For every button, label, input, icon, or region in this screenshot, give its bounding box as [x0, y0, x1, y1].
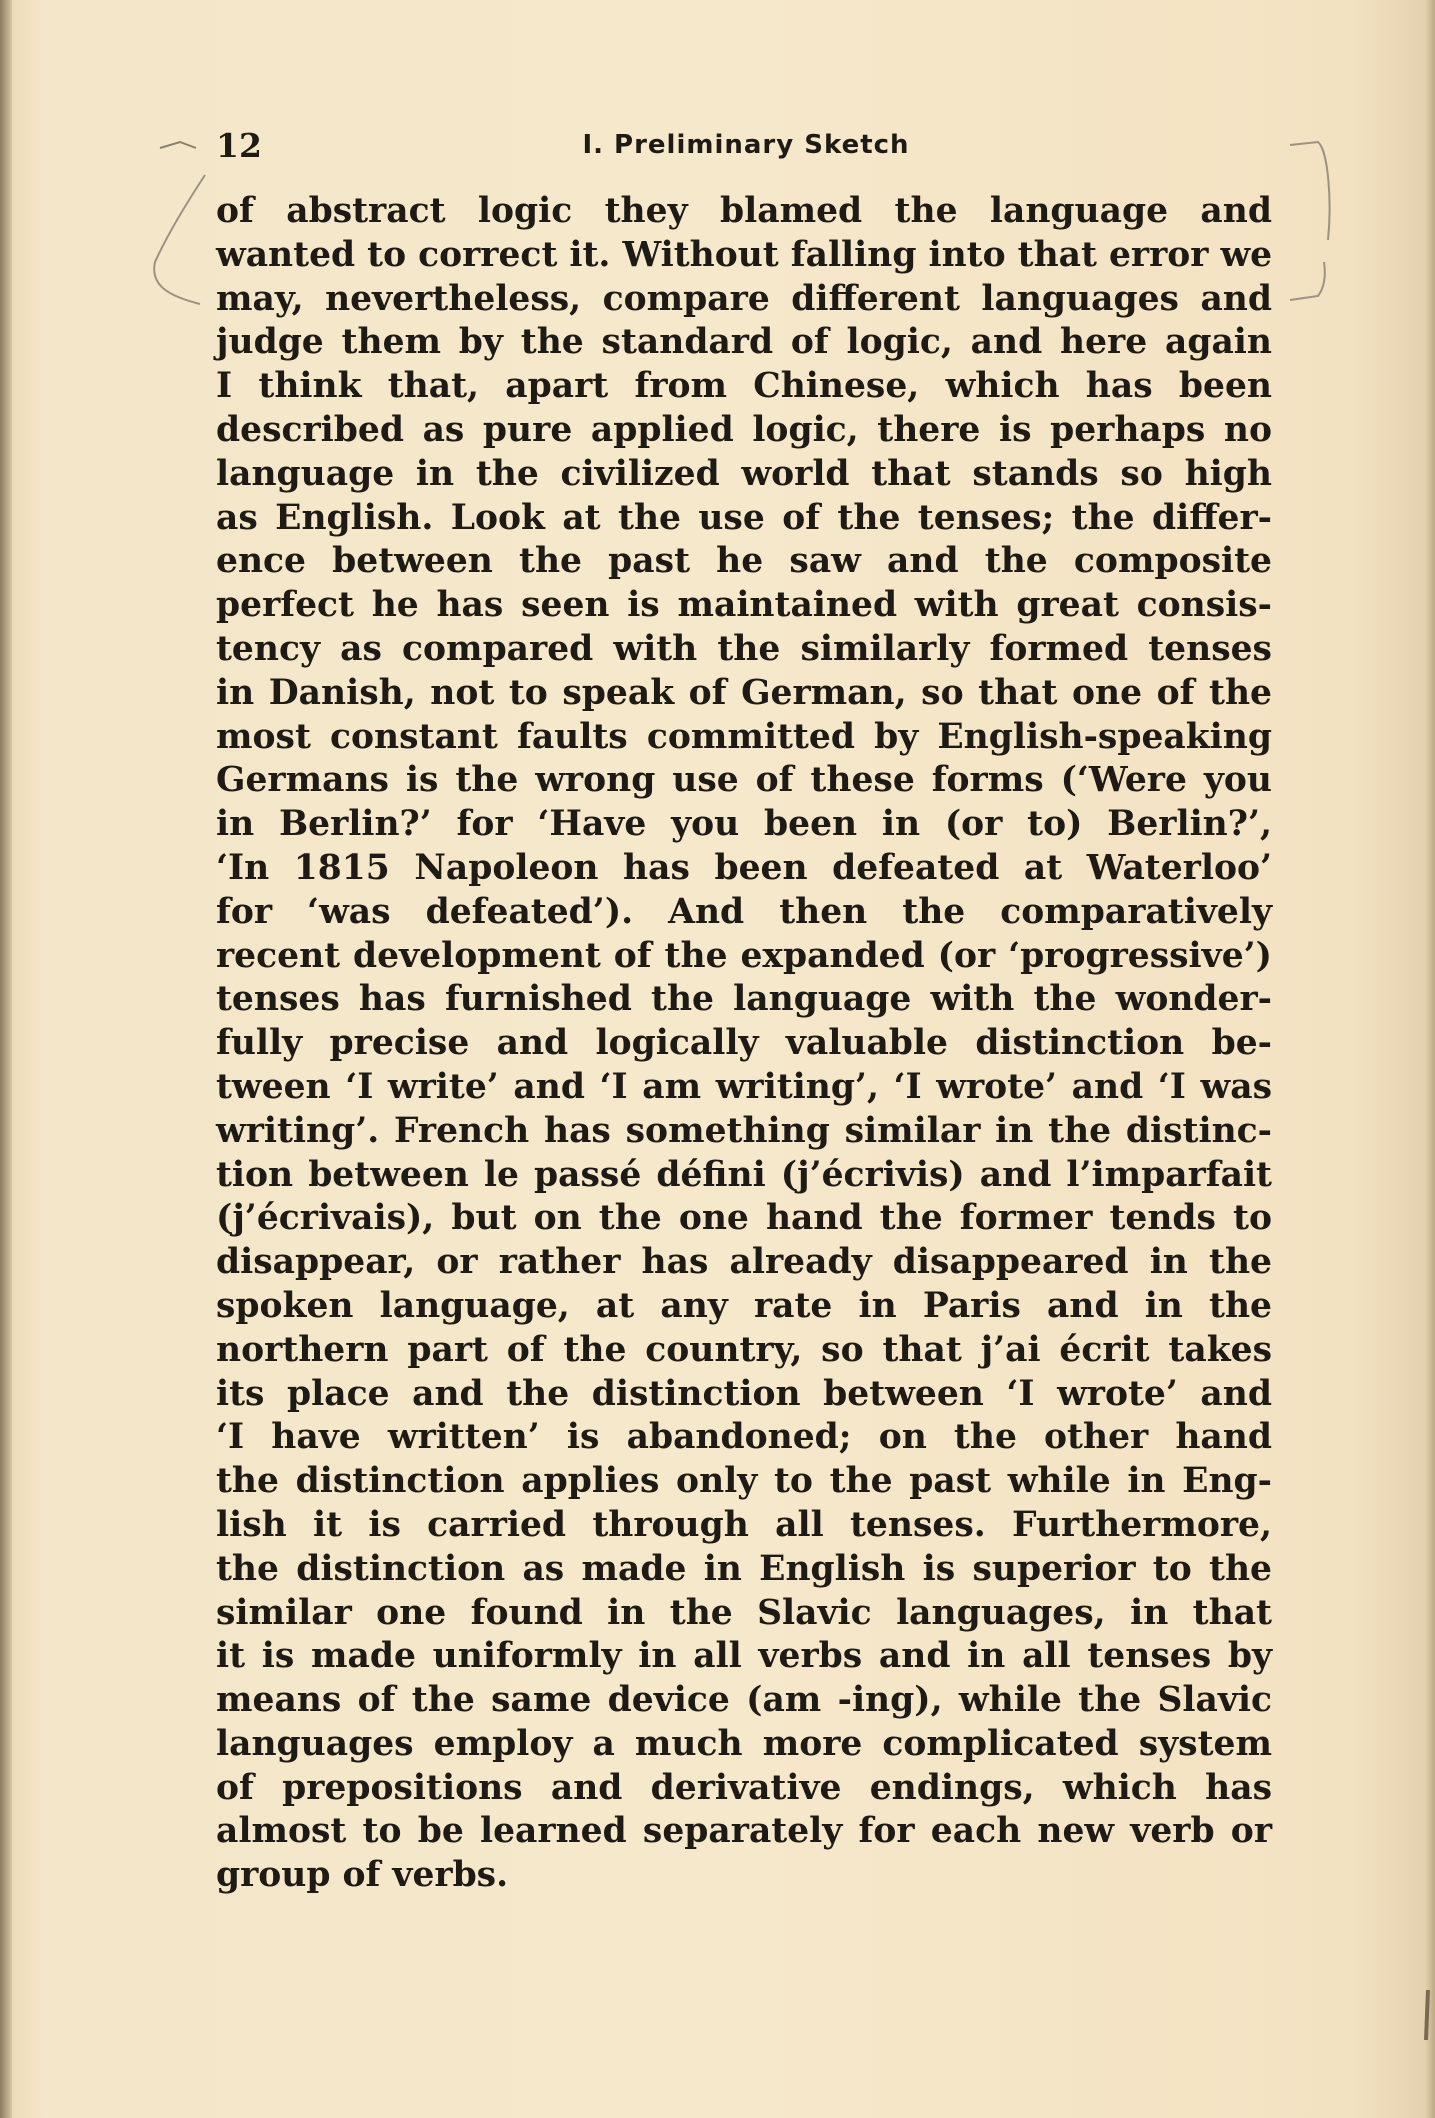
text-line: in Danish, not to speak of German, so that one of the	[216, 672, 1272, 713]
page-number: 12	[216, 126, 262, 165]
text-line: judge them by the standard of logic, and here again	[216, 322, 1272, 363]
text-line: disappear, or rather has already disappeared in the	[216, 1242, 1272, 1283]
text-line: spoken language, at any rate in Paris and in the	[216, 1285, 1272, 1326]
text-line: (j’écrivais), but on the one hand the former tends to	[216, 1198, 1272, 1239]
text-line: language in the civilized world that stands so high	[216, 453, 1272, 494]
text-line: as English. Look at the use of the tenses; the differ-	[216, 497, 1272, 538]
text-line: writing’. French has something similar in the distinc-	[216, 1110, 1272, 1151]
page-left-edge	[0, 0, 12, 2118]
text-line: described as pure applied logic, there is perhaps no	[216, 409, 1272, 450]
text-line: of abstract logic they blamed the language and	[216, 191, 1272, 231]
text-line: tion between le passé défini (j’écrivis) and l’imparfait	[216, 1154, 1272, 1195]
text-line: most constant faults committed by English-speaking	[216, 716, 1272, 757]
text-line: Germans is the wrong use of these forms (‘Were you	[216, 760, 1272, 801]
text-line: it is made uniformly in all verbs and in all tenses by	[216, 1636, 1272, 1677]
text-line: similar one found in the Slavic languages, in that	[216, 1592, 1272, 1633]
text-line: tween ‘I write’ and ‘I am writing’, ‘I wrote’ and ‘I was	[216, 1066, 1272, 1107]
text-line: ‘In 1815 Napoleon has been defeated at Waterloo’	[216, 847, 1272, 888]
text-line: ‘I have written’ is abandoned; on the other hand	[216, 1417, 1272, 1458]
text-line: the distinction applies only to the past while in Eng-	[216, 1461, 1272, 1502]
running-head: I. Preliminary Sketch	[582, 130, 910, 160]
text-line: in Berlin?’ for ‘Have you been in (or to) Berlin?’,	[216, 804, 1272, 845]
text-line: of prepositions and derivative endings, which has	[216, 1767, 1272, 1808]
text-line: perfect he has seen is maintained with great consis-	[216, 585, 1272, 626]
text-line: wanted to correct it. Without falling into that error we	[216, 234, 1273, 275]
text-line: northern part of the country, so that j’ai écrit takes	[216, 1329, 1272, 1370]
text-line: means of the same device (am -ing), while the Slavic	[216, 1680, 1272, 1721]
text-line: may, nevertheless, compare different languages and	[216, 278, 1272, 319]
page-header	[216, 126, 1276, 166]
text-line: the distinction as made in English is superior to the	[216, 1548, 1272, 1589]
text-line: fully precise and logically valuable distinction be-	[216, 1023, 1272, 1064]
text-line: languages employ a much more complicated system	[216, 1723, 1272, 1764]
text-line: recent development of the expanded (or ‘progressive’)	[216, 935, 1272, 976]
text-line: tenses has furnished the language with the wonder-	[216, 979, 1272, 1020]
body-text	[216, 190, 1272, 1898]
text-line: for ‘was defeated’). And then the comparatively	[216, 891, 1272, 932]
text-line: group of verbs.	[216, 1855, 509, 1896]
text-line: its place and the distinction between ‘I wrote’ and	[216, 1373, 1272, 1414]
text-line: almost to be learned separately for each new verb or	[216, 1811, 1272, 1852]
text-line: ence between the past he saw and the composite	[216, 541, 1272, 582]
text-line: lish it is carried through all tenses. Furthermore,	[216, 1504, 1272, 1545]
page-right-edge	[1425, 0, 1435, 2118]
text-line: I think that, apart from Chinese, which has been	[216, 366, 1272, 407]
text-line: tency as compared with the similarly formed tenses	[216, 628, 1272, 669]
